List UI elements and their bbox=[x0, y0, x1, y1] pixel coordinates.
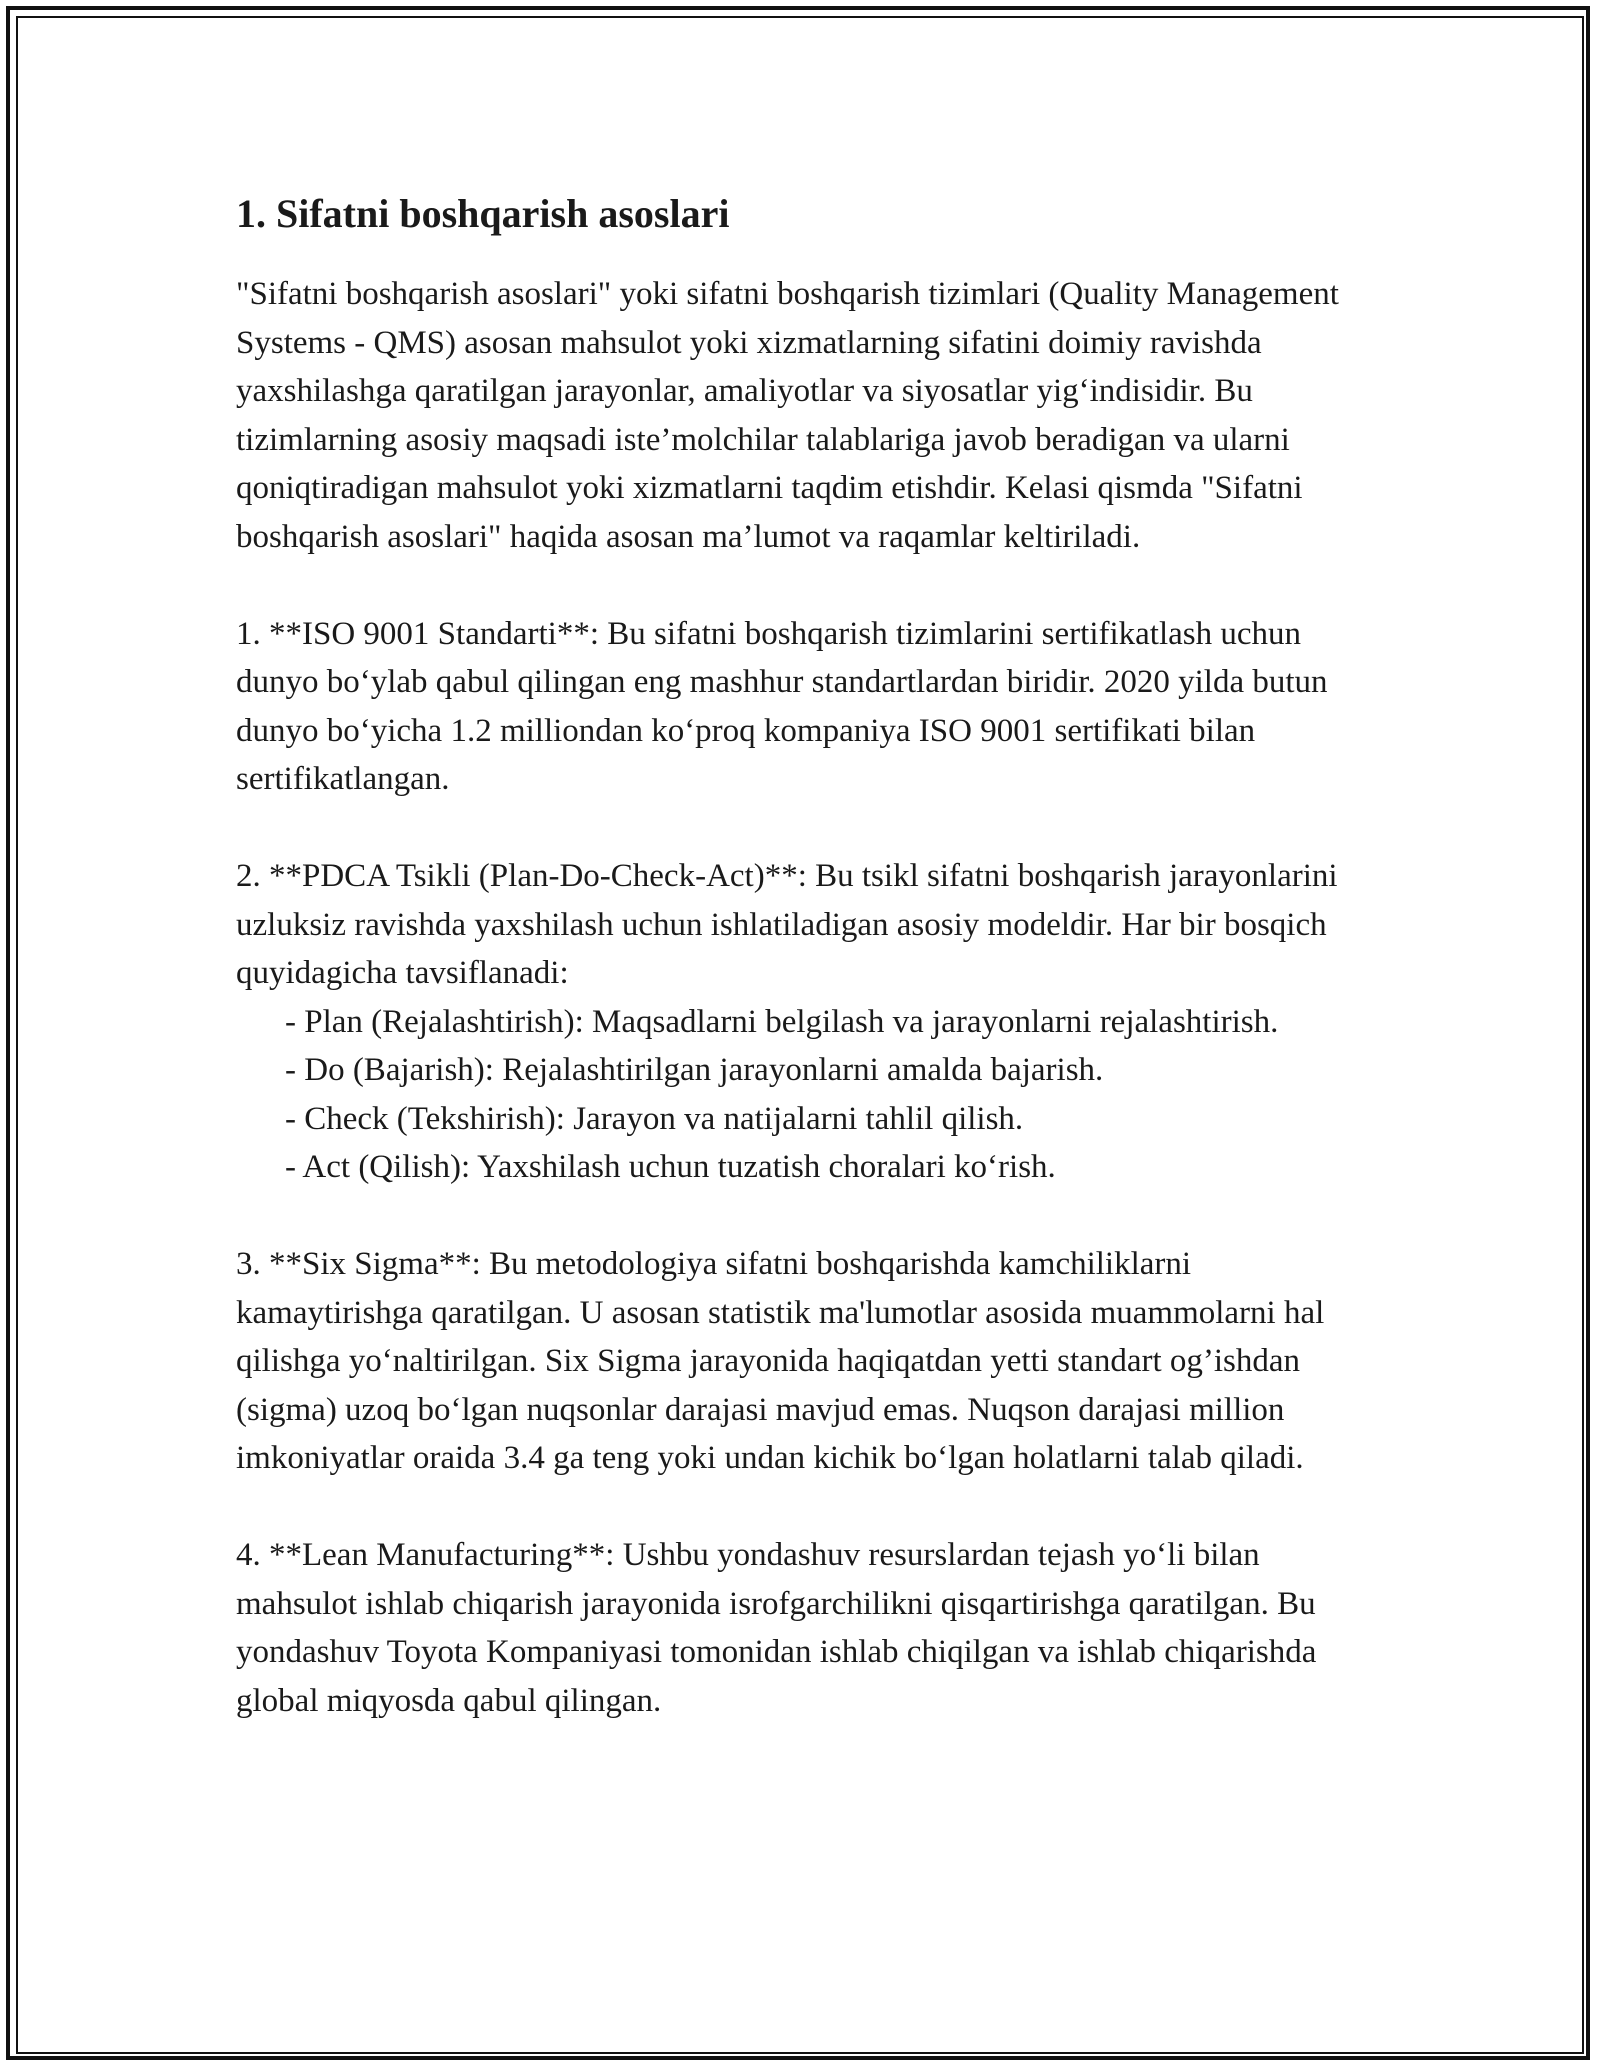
spacer bbox=[236, 804, 1376, 853]
list-item-six-sigma: 3. **Six Sigma**: Bu metodologiya sifatni boshqarishda kamchiliklarni kamaytirishga qaratilgan. U asosan statistik ma'lumotlar asosida muammolarni hal qilishga yo‘naltirilgan. Six Sigma jarayonida haqiqatdan yetti standart og’ishdan (sigma) uzoq bo‘lgan nuqsonlar darajasi mavjud emas. Nuqson darajasi million imkoniyatlar oraida 3.4 ga teng yoki undan kichik bo‘lgan holatlarni talab qiladi. bbox=[236, 1246, 1325, 1476]
intro-paragraph: "Sifatni boshqarish asoslari" yoki sifatni boshqarish tizimlari (Quality Management Systems - QMS) asosan mahsulot yoki xizmatlarning sifatini doimiy ravishda yaxshilashga qaratilgan jarayonlar, amaliyotlar va siyosatlar yig‘indisidir. Bu tizimlarning asosiy maqsadi iste’molchilar talablariga javob beradigan va ularni qoniqtiradigan mahsulot yoki xizmatlarni taqdim etishdir. Kelasi qismda "Sifatni boshqarish asoslari" haqida asosan ma’lumot va raqamlar keltiriladi. bbox=[236, 276, 1339, 555]
pdca-step-do: - Do (Bajarish): Rejalashtirilgan jarayonlarni amalda bajarish. bbox=[285, 1052, 1104, 1088]
list-item-pdca: 2. **PDCA Tsikli (Plan-Do-Check-Act)**: Bu tsikl sifatni boshqarish jarayonlarini uzluksiz ravishda yaxshilash uchun ishlatiladigan asosiy modeldir. Har bir bosqich quyidagicha tavsiflanadi: bbox=[236, 858, 1338, 991]
pdca-step-act: - Act (Qilish): Yaxshilash uchun tuzatish choralari ko‘rish. bbox=[285, 1149, 1056, 1185]
document-body bbox=[236, 186, 1376, 1725]
pdca-step-plan: - Plan (Rejalashtirish): Maqsadlarni belgilash va jarayonlarni rejalashtirish. bbox=[285, 1003, 1279, 1040]
section-title: 1. Sifatni boshqarish asoslari bbox=[236, 191, 730, 236]
list-item-lean: 4. **Lean Manufacturing**: Ushbu yondashuv resurslardan tejash yo‘li bilan mahsulot ishlab chiqarish jarayonida isrofgarchilikni qisqartirishga qaratilgan. Bu yondashuv Toyota Kompaniyasi tomonidan ishlab chiqilgan va ishlab chiqarishda global miqyosda qabul qilingan. bbox=[236, 1537, 1317, 1719]
list-item-iso9001: 1. **ISO 9001 Standarti**: Bu sifatni boshqarish tizimlarini sertifikatlash uchun dunyo bo‘ylab qabul qilingan eng mashhur standartlardan biridir. 2020 yilda butun dunyo bo‘yicha 1.2 milliondan ko‘proq kompaniya ISO 9001 sertifikati bilan sertifikatlangan. bbox=[236, 615, 1328, 797]
spacer bbox=[236, 1483, 1376, 1532]
spacer bbox=[236, 561, 1376, 610]
pdca-step-check: - Check (Tekshirish): Jarayon va natijalarni tahlil qilish. bbox=[285, 1100, 1024, 1137]
spacer bbox=[236, 1192, 1376, 1241]
